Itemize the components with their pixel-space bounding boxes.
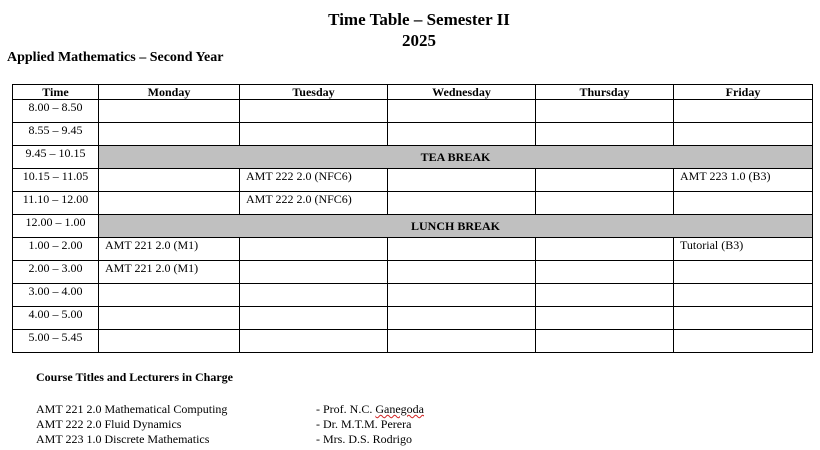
- cell-wednesday: [388, 284, 536, 307]
- cell-thursday: [536, 307, 674, 330]
- course-lecturer: [316, 402, 424, 417]
- page-subtitle: Applied Mathematics – Second Year: [7, 50, 224, 65]
- cell-friday: [674, 261, 813, 284]
- cell-friday: [674, 100, 813, 123]
- timetable: [12, 84, 813, 353]
- page-title: Time Table – Semester II: [328, 10, 510, 29]
- cell-friday: [674, 123, 813, 146]
- time-slot-cell: 3.00 – 4.00: [13, 284, 99, 307]
- cell-thursday: [536, 330, 674, 353]
- table-row: [13, 169, 813, 192]
- time-slot-cell: 11.10 – 12.00: [13, 192, 99, 215]
- cell-monday: [99, 192, 240, 215]
- cell-tuesday: [240, 330, 388, 353]
- cell-tuesday: [240, 284, 388, 307]
- cell-thursday: [536, 192, 674, 215]
- cell-monday: [99, 330, 240, 353]
- table-row: [13, 330, 813, 353]
- course-title: AMT 223 1.0 Discrete Mathematics: [36, 432, 210, 446]
- cell-friday: AMT 223 1.0 (B3): [674, 169, 813, 192]
- cell-tuesday: [240, 307, 388, 330]
- cell-friday: [674, 192, 813, 215]
- cell-monday: [99, 169, 240, 192]
- table-row: [13, 123, 813, 146]
- cell-wednesday: [388, 169, 536, 192]
- column-header-monday: Monday: [99, 85, 240, 100]
- cell-friday: [674, 284, 813, 307]
- time-slot-cell: 2.00 – 3.00: [13, 261, 99, 284]
- cell-tuesday: AMT 222 2.0 (NFC6): [240, 169, 388, 192]
- column-header-time: Time: [13, 85, 99, 100]
- course-lecturer: [316, 417, 411, 432]
- lecturer-surname-spellcheck: Ganegoda: [375, 402, 424, 416]
- courses-heading: Course Titles and Lecturers in Charge: [36, 370, 233, 384]
- cell-thursday: [536, 238, 674, 261]
- cell-wednesday: [388, 330, 536, 353]
- time-slot-cell: 4.00 – 5.00: [13, 307, 99, 330]
- time-slot-cell: 10.15 – 11.05: [13, 169, 99, 192]
- table-row: [13, 284, 813, 307]
- cell-wednesday: [388, 100, 536, 123]
- cell-monday: [99, 307, 240, 330]
- cell-thursday: [536, 261, 674, 284]
- time-slot-cell: 8.55 – 9.45: [13, 123, 99, 146]
- column-header-thursday: Thursday: [536, 85, 674, 100]
- table-row: [13, 238, 813, 261]
- course-lecturer: [316, 432, 412, 447]
- lecturer-name: - Prof. N.C.: [316, 402, 376, 416]
- cell-tuesday: [240, 100, 388, 123]
- course-title: AMT 221 2.0 Mathematical Computing: [36, 402, 228, 416]
- cell-monday: AMT 221 2.0 (M1): [99, 261, 240, 284]
- time-slot-cell: 8.00 – 8.50: [13, 100, 99, 123]
- cell-thursday: [536, 123, 674, 146]
- cell-wednesday: [388, 238, 536, 261]
- time-slot-cell: 9.45 – 10.15: [13, 146, 99, 169]
- table-row: [13, 192, 813, 215]
- cell-thursday: [536, 100, 674, 123]
- time-slot-cell: 1.00 – 2.00: [13, 238, 99, 261]
- cell-wednesday: [388, 123, 536, 146]
- cell-tuesday: AMT 222 2.0 (NFC6): [240, 192, 388, 215]
- column-header-tuesday: Tuesday: [240, 85, 388, 100]
- page-year: 2025: [402, 31, 436, 50]
- cell-monday: [99, 284, 240, 307]
- cell-monday: AMT 221 2.0 (M1): [99, 238, 240, 261]
- time-slot-cell: 5.00 – 5.45: [13, 330, 99, 353]
- lecturer-name: - Mrs. D.S. Rodrigo: [316, 432, 413, 446]
- break-cell: TEA BREAK: [99, 146, 813, 169]
- cell-tuesday: [240, 123, 388, 146]
- timetable-header-row: [13, 85, 813, 100]
- cell-tuesday: [240, 261, 388, 284]
- cell-tuesday: [240, 238, 388, 261]
- cell-wednesday: [388, 261, 536, 284]
- cell-monday: [99, 100, 240, 123]
- course-item: [36, 402, 424, 417]
- course-title: AMT 222 2.0 Fluid Dynamics: [36, 417, 182, 431]
- break-cell: LUNCH BREAK: [99, 215, 813, 238]
- cell-thursday: [536, 284, 674, 307]
- cell-friday: [674, 330, 813, 353]
- cell-wednesday: [388, 192, 536, 215]
- cell-wednesday: [388, 307, 536, 330]
- cell-monday: [99, 123, 240, 146]
- column-header-friday: Friday: [674, 85, 813, 100]
- course-item: [36, 432, 413, 447]
- cell-friday: Tutorial (B3): [674, 238, 813, 261]
- course-item: [36, 417, 412, 432]
- table-row: [13, 261, 813, 284]
- column-header-wednesday: Wednesday: [388, 85, 536, 100]
- cell-friday: [674, 307, 813, 330]
- lecturer-name: - Dr. M.T.M. Perera: [316, 417, 412, 431]
- table-row: [13, 100, 813, 123]
- table-row: [13, 307, 813, 330]
- cell-thursday: [536, 169, 674, 192]
- break-row: [13, 215, 813, 238]
- break-row: [13, 146, 813, 169]
- time-slot-cell: 12.00 – 1.00: [13, 215, 99, 238]
